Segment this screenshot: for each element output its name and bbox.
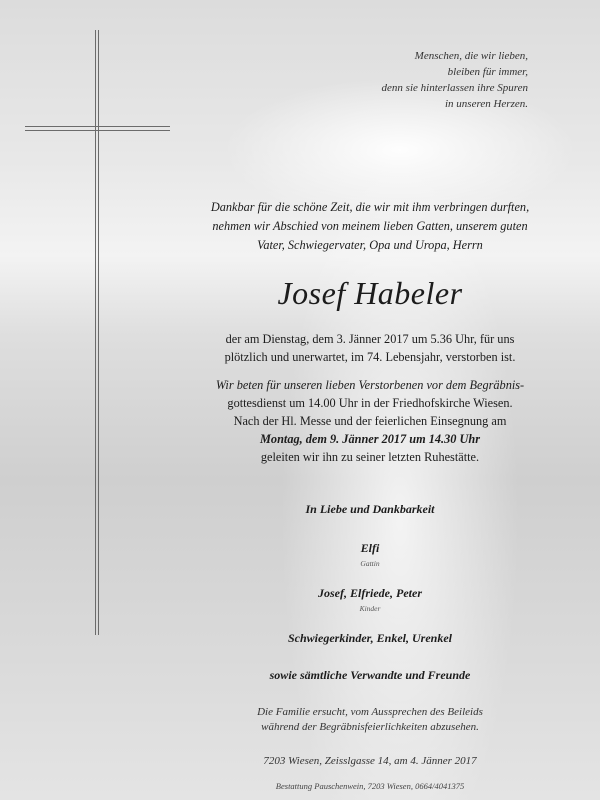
condolence-request: [170, 705, 570, 735]
relatives-friends: sowie sämtliche Verwandte und Freunde: [269, 668, 471, 682]
intro-line: Vater, Schwiegervater, Opa und Uropa, Herrn: [257, 238, 483, 252]
death-notice-line: der am Dienstag, dem 3. Jänner 2017 um 5.36 Uhr, für uns: [225, 332, 515, 346]
mourners-list: [170, 502, 570, 683]
mourner-group-children: [170, 586, 570, 613]
motto-line: in unseren Herzen.: [445, 98, 528, 110]
children-names: Josef, Elfriede, Peter: [318, 586, 422, 600]
cross-vertical-beam: [95, 30, 99, 635]
place-and-date: 7203 Wiesen, Zeisslgasse 14, am 4. Jänner 2017: [263, 755, 477, 767]
service-line: Wir beten für unseren lieben Verstorbenen vor dem Begräbnis-: [215, 378, 525, 392]
service-date-line: Montag, dem 9. Jänner 2017 um 14.30 Uhr: [259, 432, 480, 446]
death-notice-line: plötzlich und unerwartet, im 74. Lebensjahr, verstorben ist.: [224, 350, 516, 364]
children-role: Kinder: [359, 604, 381, 613]
spouse-name: Elfi: [360, 541, 380, 555]
mourners-heading: In Liebe und Dankbarkeit: [305, 502, 435, 516]
motto-line: denn sie hinterlassen ihre Spuren: [381, 82, 528, 94]
deceased-name: Josef Habeler: [277, 275, 463, 311]
intro-line: Dankbar für die schöne Zeit, die wir mit ihm verbringen durften,: [210, 200, 530, 214]
motto-line: bleiben für immer,: [447, 66, 528, 78]
service-line: gottesdienst um 14.00 Uhr in der Friedhofskirche Wiesen.: [227, 396, 513, 410]
service-closing-line: geleiten wir ihn zu seiner letzten Ruhestätte.: [260, 450, 480, 464]
condolence-request-line: während der Begräbnisfeierlichkeiten abzusehen.: [261, 721, 479, 733]
service-line: Nach der Hl. Messe und der feierlichen Einsegnung am: [233, 414, 507, 428]
spouse-role: Gattin: [360, 559, 380, 568]
intro-line: nehmen wir Abschied von meinem lieben Gatten, unserem guten: [212, 219, 528, 233]
obituary-body: [170, 198, 570, 791]
service-details: [170, 376, 570, 466]
funeral-home: Bestattung Pauschenwein, 7203 Wiesen, 0664/4041375: [275, 781, 465, 791]
mourner-group-spouse: [170, 541, 570, 568]
motto-quote: [382, 48, 528, 112]
intro-text: [170, 198, 570, 255]
death-notice: [170, 330, 570, 366]
condolence-request-line: Die Familie ersucht, vom Aussprechen des Beileids: [257, 706, 483, 718]
motto-line: Menschen, die wir lieben,: [414, 50, 528, 62]
extended-family: Schwiegerkinder, Enkel, Urenkel: [287, 631, 452, 645]
cross-horizontal-beam: [25, 126, 170, 131]
